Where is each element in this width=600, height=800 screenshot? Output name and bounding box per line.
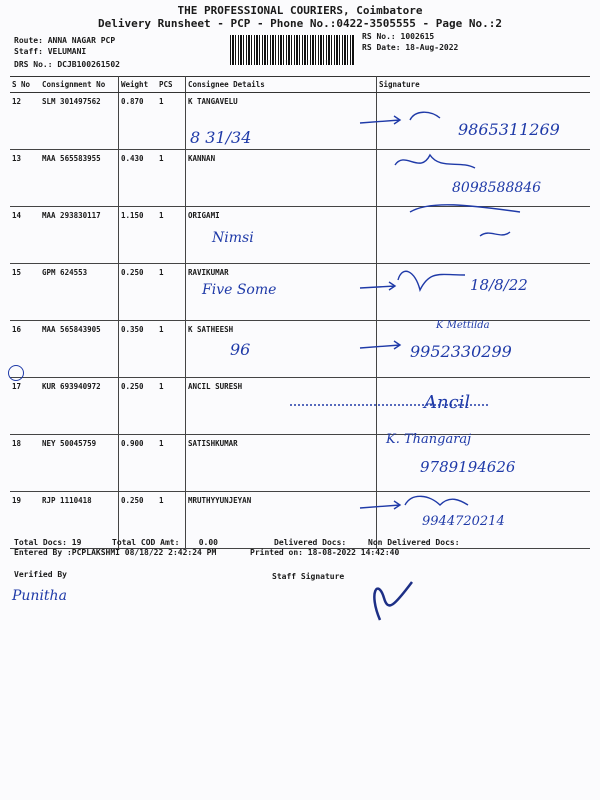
pcs-cell: 1 — [157, 207, 186, 264]
consignee-cell: K TANGAVELU — [186, 93, 377, 150]
pcs-cell: 1 — [157, 93, 186, 150]
sno-cell: 18 — [10, 435, 40, 492]
signature-r15 — [398, 271, 465, 290]
staff-label: Staff: VELUMANI — [14, 47, 87, 56]
arrow-r15 — [360, 282, 395, 290]
sno-cell: 15 — [10, 264, 40, 321]
sno-cell: 19 — [10, 492, 40, 549]
consignment-cell: MAA 293830117 — [40, 207, 119, 264]
hand-r16-name: K Mettilda — [436, 320, 490, 331]
hand-r19-phone: 9944720214 — [422, 514, 505, 529]
weight-cell: 0.900 — [119, 435, 158, 492]
consignee-cell: ORIGAMI — [186, 207, 377, 264]
col-consignment: Consignment No — [40, 77, 119, 93]
sno-cell: 16 — [10, 321, 40, 378]
col-sno: S No — [10, 77, 40, 93]
pcs-cell: 1 — [157, 321, 186, 378]
total-docs: Total Docs: 19 — [14, 538, 82, 547]
consignee-cell: MRUTHYYUNJEYAN — [186, 492, 377, 549]
hand-r16-phone: 9952330299 — [410, 342, 512, 361]
weight-cell: 0.250 — [119, 264, 158, 321]
consignment-cell: SLM 301497562 — [40, 93, 119, 150]
consignment-cell: GPM 624553 — [40, 264, 119, 321]
hand-r14-note: Nimsi — [212, 230, 254, 246]
printed-on: Printed on: 18-08-2022 14:42:40 — [250, 548, 400, 557]
company-title: THE PROFESSIONAL COURIERS, Coimbatore — [177, 4, 423, 17]
rs-number: RS No.: 1002615 — [362, 32, 435, 41]
runsheet-subtitle: Delivery Runsheet - PCP - Phone No.:0422-3505555 - Page No.:2 — [98, 17, 502, 30]
col-pcs: PCS — [157, 77, 186, 93]
col-consignee: Consignee Details — [186, 77, 377, 93]
pcs-cell: 1 — [157, 435, 186, 492]
consignment-cell: KUR 693940972 — [40, 378, 119, 435]
pcs-cell: 1 — [157, 492, 186, 549]
weight-cell: 0.250 — [119, 378, 158, 435]
weight-cell: 0.870 — [119, 93, 158, 150]
arrow-r16 — [360, 341, 400, 349]
staff-signature-mark — [374, 582, 412, 620]
hand-r12-phone: 9865311269 — [458, 120, 560, 139]
verified-by-label: Verified By — [14, 570, 67, 579]
signature-r12 — [410, 112, 440, 120]
col-signature: Signature — [377, 77, 591, 93]
consignment-cell: NEY 50045759 — [40, 435, 119, 492]
hand-r15-note: Five Some — [202, 282, 277, 298]
consignee-cell: K SATHEESH — [186, 321, 377, 378]
hand-r18-name: K. Thangaraj — [386, 432, 472, 447]
consignee-cell: SATISHKUMAR — [186, 435, 377, 492]
sno-cell: 12 — [10, 93, 40, 150]
pcs-cell: 1 — [157, 378, 186, 435]
consignee-cell: KANNAN — [186, 150, 377, 207]
consignment-cell: MAA 565843905 — [40, 321, 119, 378]
hand-r15-date: 18/8/22 — [470, 276, 528, 294]
weight-cell: 0.430 — [119, 150, 158, 207]
consignee-cell: ANCIL SURESH — [186, 378, 377, 435]
sno-cell: 17 — [10, 378, 40, 435]
rs-date: RS Date: 18-Aug-2022 — [362, 43, 459, 52]
signature-r13 — [395, 155, 475, 168]
verified-signature: Punitha — [12, 588, 67, 604]
sno-cell: 13 — [10, 150, 40, 207]
col-weight: Weight — [119, 77, 158, 93]
hand-r16-note: 96 — [230, 340, 251, 359]
hand-r13-phone: 8098588846 — [452, 180, 542, 196]
consignment-cell: RJP 1110418 — [40, 492, 119, 549]
drs-number: DRS No.: DCJB100261502 — [14, 60, 120, 69]
hand-r12-note: 8 31/34 — [190, 128, 252, 147]
sno-cell: 14 — [10, 207, 40, 264]
delivered-docs: Delivered Docs: — [274, 538, 347, 547]
weight-cell: 1.150 — [119, 207, 158, 264]
signature-r14 — [410, 205, 520, 236]
staff-signature-label: Staff Signature — [272, 572, 345, 581]
consignee-cell: RAVIKUMAR — [186, 264, 377, 321]
pcs-cell: 1 — [157, 264, 186, 321]
entered-by: Entered By :PCPLAKSHMI 08/18/22 2:42:24 PM — [14, 548, 217, 557]
weight-cell: 0.250 — [119, 492, 158, 549]
hand-r17-sign: Ancil — [424, 392, 471, 413]
non-delivered-docs: Non Delivered Docs: — [368, 538, 460, 547]
arrow-r19 — [360, 501, 400, 509]
weight-cell: 0.350 — [119, 321, 158, 378]
hand-r18-phone: 9789194626 — [420, 458, 516, 476]
total-cod: Total COD Amt: 0.00 — [112, 538, 218, 547]
pcs-cell: 1 — [157, 150, 186, 207]
signature-r19 — [405, 496, 468, 505]
consignment-cell: MAA 565583955 — [40, 150, 119, 207]
route-label: Route: ANNA NAGAR PCP — [14, 36, 116, 45]
arrow-r12 — [360, 116, 400, 124]
